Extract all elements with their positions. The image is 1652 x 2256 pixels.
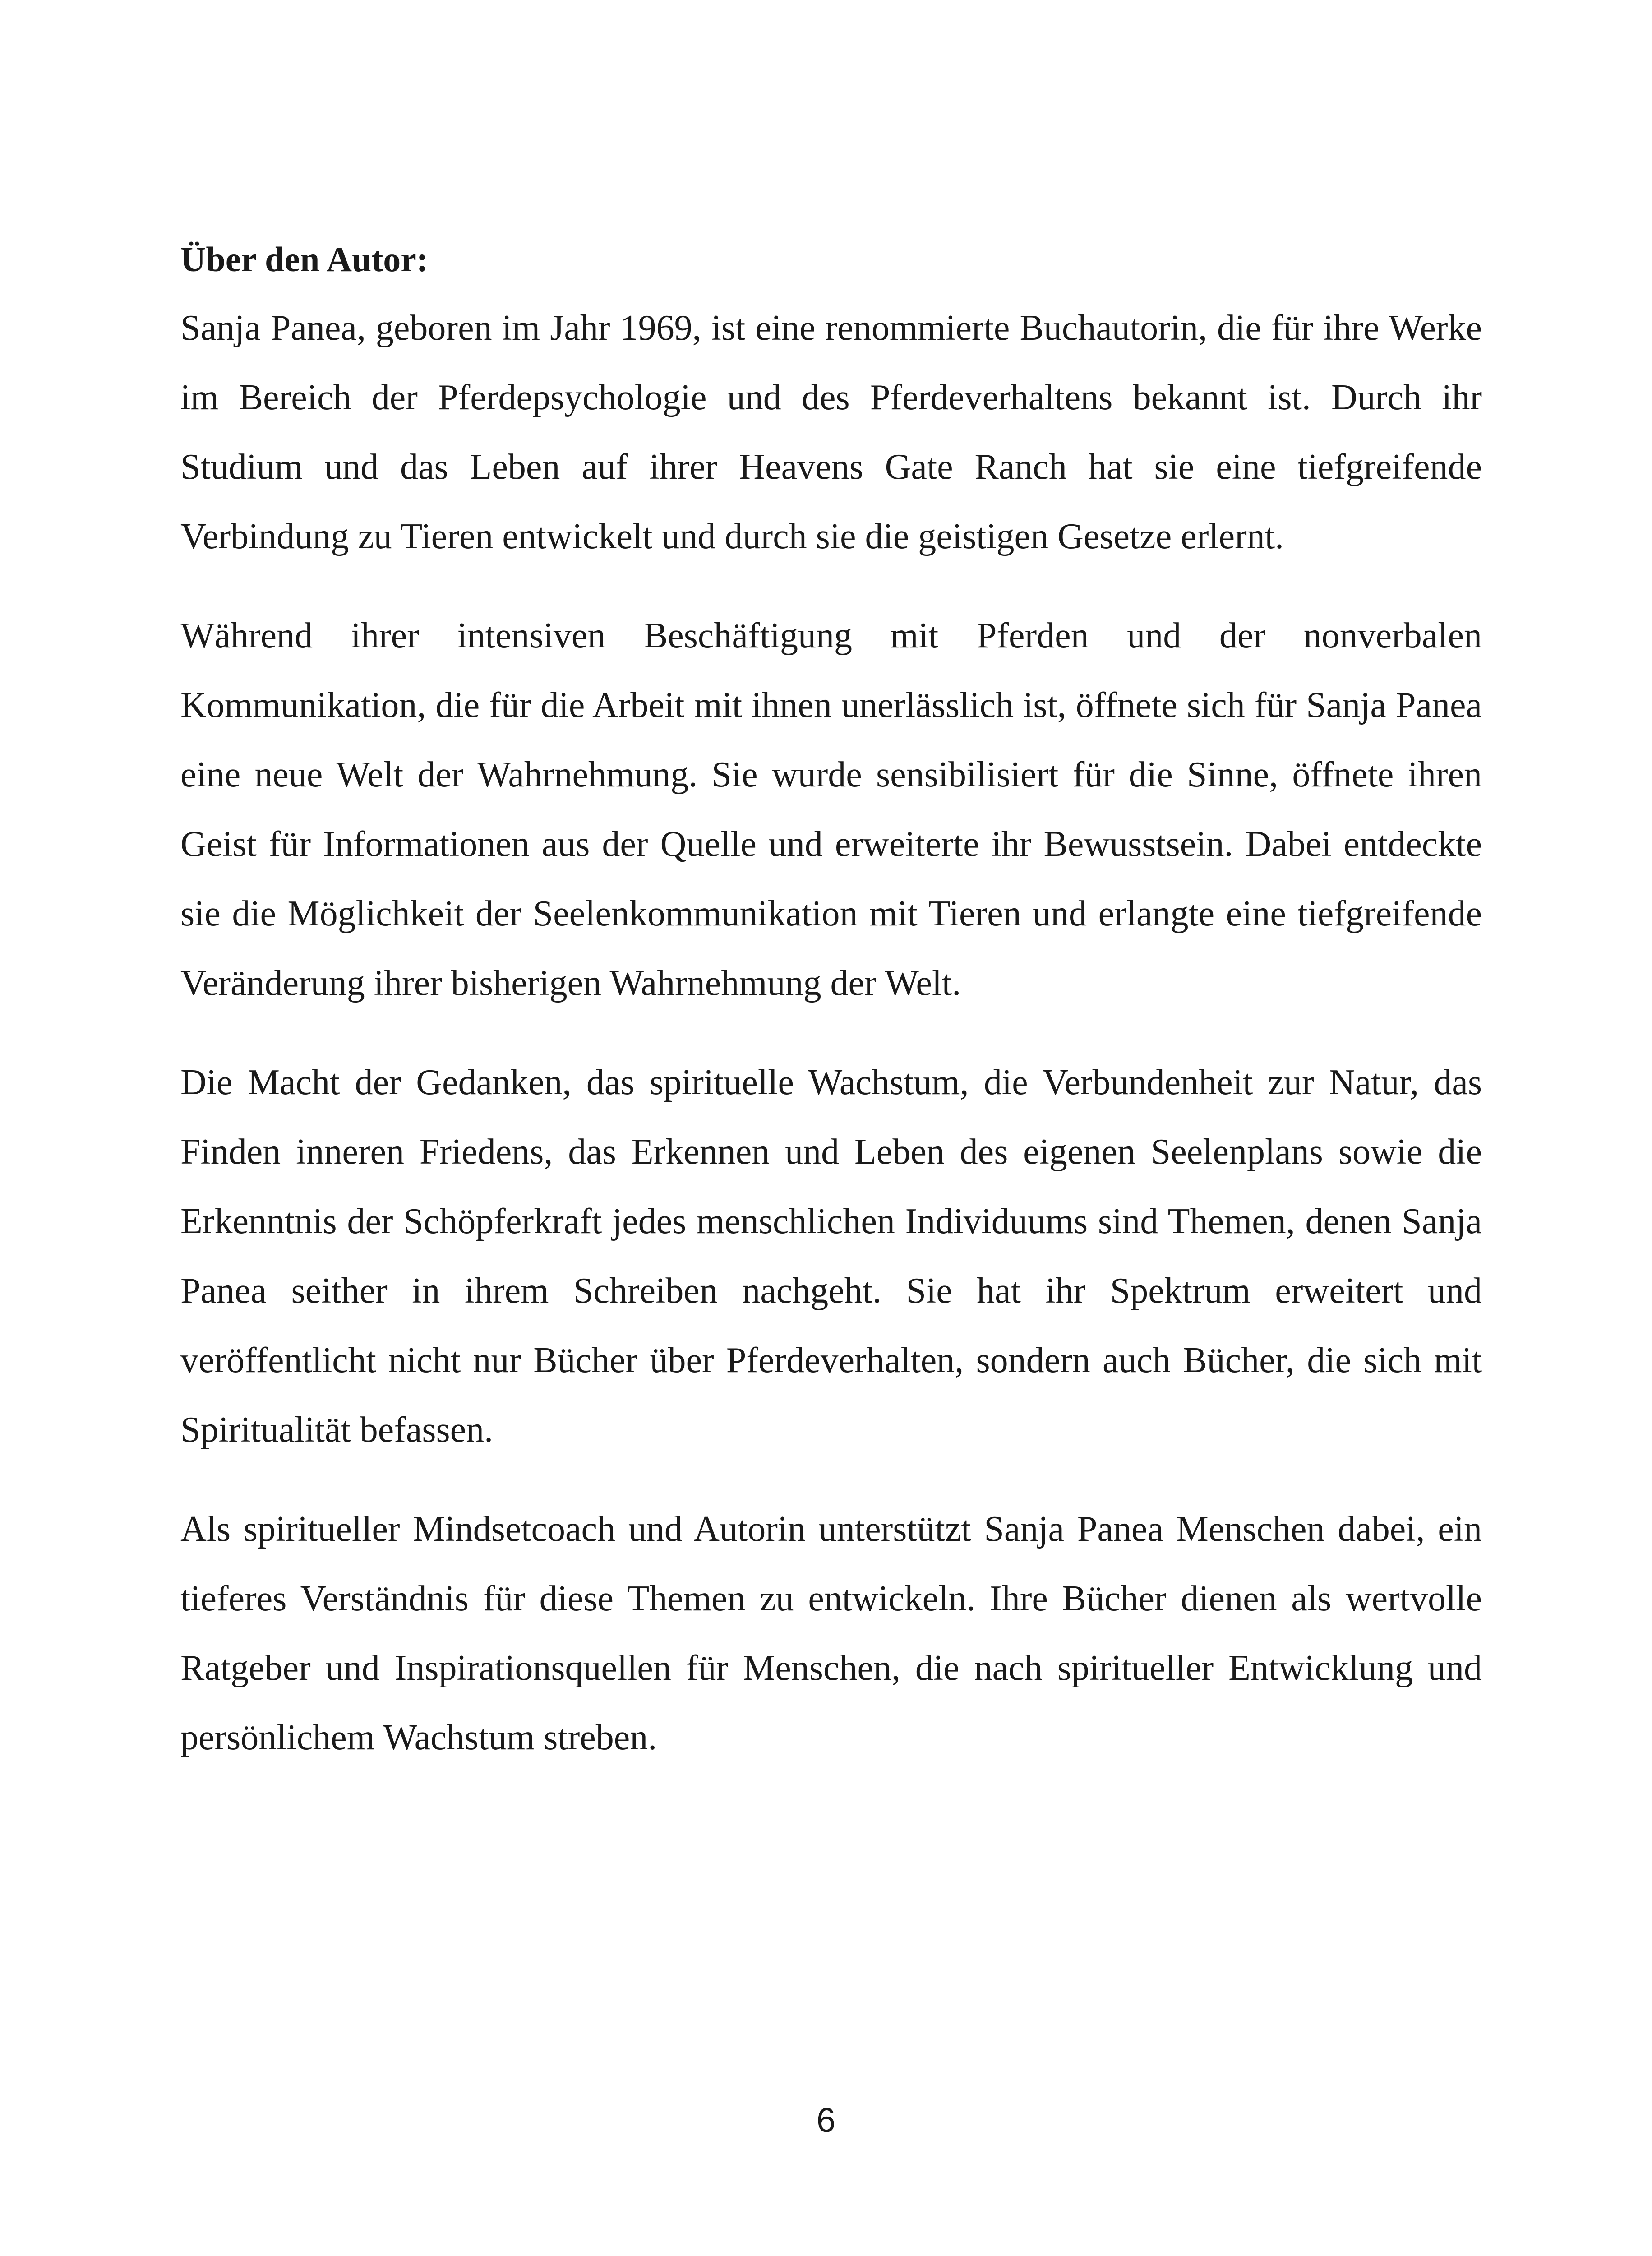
paragraph-4: Als spiritueller Mindsetcoach und Autorin unterstützt Sanja Panea Menschen dabei, ein tieferes Verständnis für diese Themen zu entwickeln. Ihre Bücher dienen als wertvolle Ratgeber und Inspirationsquellen für Menschen, die nach spiritueller Entwicklung und persönlichem Wachstum streben. bbox=[180, 1509, 1482, 1757]
paragraph-3: Die Macht der Gedanken, das spirituelle Wachstum, die Verbundenheit zur Natur, das Finden inneren Friedens, das Erkennen und Leben des eigenen Seelenplans sowie die Erkenntnis der Schöpferkraft jedes menschlichen Individuums sind Themen, denen Sanja Panea seither in ihrem Schreiben nachgeht. Sie hat ihr Spektrum erweitert und veröffentlicht nicht nur Bücher über Pferdeverhalten, sondern auch Bücher, die sich mit Spiritualität befassen. bbox=[180, 1063, 1482, 1450]
paragraph-2: Während ihrer intensiven Beschäftigung mit Pferden und der nonverbalen Kommunikation, die für die Arbeit mit ihnen unerlässlich ist, öffnete sich für Sanja Panea eine neue Welt der Wahrnehmung. Sie wurde sensibilisiert für die Sinne, öffnete ihren Geist für Informationen aus der Quelle und erweiterte ihr Bewusstsein. Dabei entdeckte sie die Möglichkeit der Seelenkommunikation mit Tieren und erlangte eine tiefgreifende Veränderung ihrer bisherigen Wahrnehmung der Welt. bbox=[180, 616, 1482, 1003]
paragraph-1: Sanja Panea, geboren im Jahr 1969, ist eine renommierte Buchautorin, die für ihre Werke im Bereich der Pferdepsychologie und des Pferdeverhaltens bekannt ist. Durch ihr Studium und das Leben auf ihrer Heavens Gate Ranch hat sie eine tiefgreifende Verbindung zu Tieren entwickelt und durch sie die geistigen Gesetze erlernt. bbox=[180, 308, 1482, 556]
page-number: 6 bbox=[816, 2101, 836, 2140]
section-heading: Über den Autor: bbox=[180, 240, 428, 279]
page-content bbox=[180, 226, 1482, 1802]
